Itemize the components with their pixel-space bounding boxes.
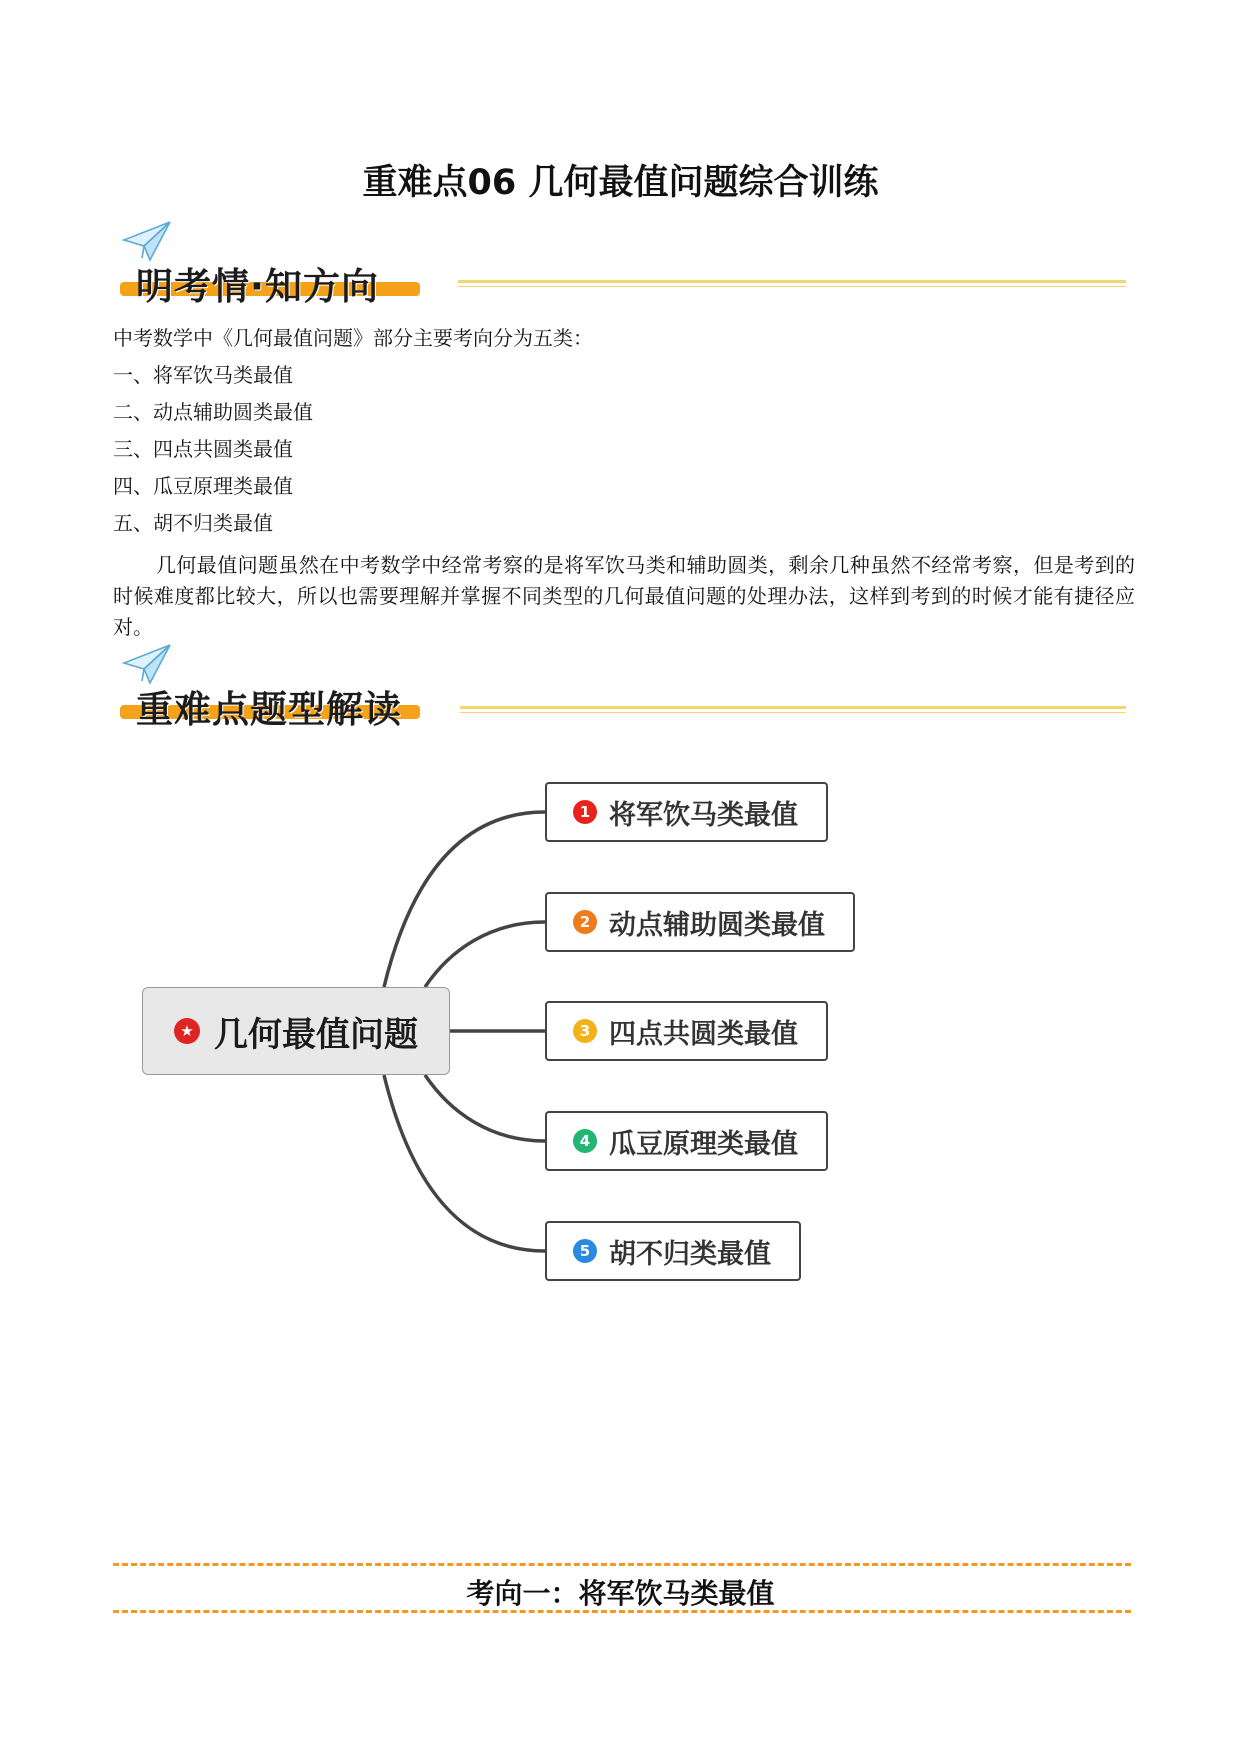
mindmap-node-label: 四点共圆类最值 (609, 1018, 798, 1050)
mindmap-root-label: 几何最值问题 (214, 1014, 418, 1055)
list-item: 五、胡不归类最值 (113, 511, 273, 535)
heading-text: 重难点题型解读 (136, 688, 402, 731)
number-4-icon: 4 (573, 1129, 597, 1153)
number-5-icon: 5 (573, 1239, 597, 1263)
mindmap-root[interactable] (142, 987, 450, 1075)
mindmap-node-label: 动点辅助圆类最值 (609, 909, 825, 941)
heading-text: 明考情·知方向 (136, 265, 380, 308)
list-item: 一、将军饮马类最值 (113, 363, 293, 387)
list-item: 四、瓜豆原理类最值 (113, 474, 293, 498)
connector-2 (425, 922, 545, 987)
mindmap-node-2[interactable] (545, 892, 855, 952)
list-item: 三、四点共圆类最值 (113, 437, 293, 461)
mindmap-node-3[interactable] (545, 1001, 828, 1061)
mindmap-node-label: 将军饮马类最值 (609, 799, 798, 831)
intro-paragraph: 几何最值问题虽然在中考数学中经常考察的是将军饮马类和辅助圆类，剩余几种虽然不经常考察，但是考到的时候难度都比较大，所以也需要理解并掌握不同类型的几何最值问题的处理办法，这样到考到的时候才能有捷径应对。 (113, 553, 1135, 639)
connector-1 (384, 812, 545, 987)
mindmap-node-label: 瓜豆原理类最值 (609, 1128, 798, 1160)
list-item: 二、动点辅助圆类最值 (113, 400, 313, 424)
intro-lead: 中考数学中《几何最值问题》部分主要考向分为五类： (113, 326, 593, 350)
mindmap-node-5[interactable] (545, 1221, 801, 1281)
connector-4 (425, 1075, 545, 1141)
mindmap-node-4[interactable] (545, 1111, 828, 1171)
dashed-divider-top (113, 1563, 1131, 1566)
document-title: 重难点06 几何最值问题综合训练 (362, 163, 879, 203)
connector-5 (384, 1075, 545, 1251)
number-3-icon: 3 (573, 1019, 597, 1043)
number-2-icon: 2 (573, 910, 597, 934)
mindmap-node-1[interactable] (545, 782, 828, 842)
number-1-icon: 1 (573, 800, 597, 824)
kaoxiang-title: 考向一：将军饮马类最值 (466, 1577, 775, 1610)
mindmap-node-label: 胡不归类最值 (609, 1238, 771, 1270)
star-icon: ★ (174, 1018, 200, 1044)
dashed-divider-bottom (113, 1610, 1131, 1613)
